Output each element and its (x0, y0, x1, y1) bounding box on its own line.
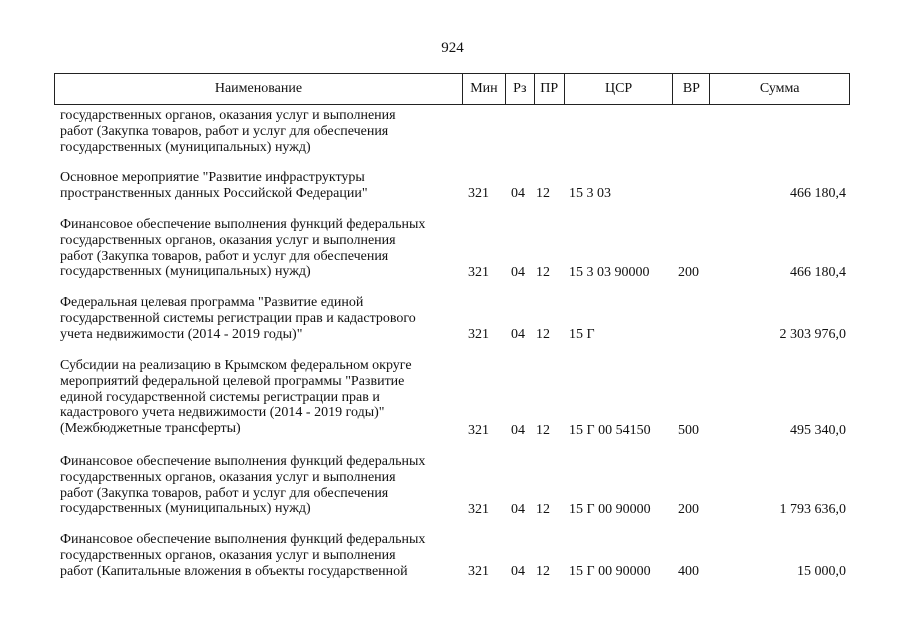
row-name (60, 358, 459, 437)
row-vr: 200 (678, 502, 699, 518)
row-csr: 15 Г 00 54150 (569, 423, 651, 439)
row-vr: 400 (678, 564, 699, 580)
header-rz: Рз (506, 74, 535, 104)
row-csr: 15 Г 00 90000 (569, 564, 651, 580)
table-row (54, 358, 850, 439)
table-row (54, 532, 850, 580)
table-row (54, 217, 850, 281)
row-name-line: государственных (муниципальных) нужд) (60, 139, 311, 155)
row-sum: 466 180,4 (790, 265, 846, 281)
row-rz: 04 (511, 265, 525, 281)
row-name-line: кадастрового учета недвижимости (2014 - 2019 годы)" (60, 405, 385, 421)
table-row (54, 295, 850, 343)
row-pr: 12 (536, 564, 550, 580)
row-name-line: Финансовое обеспечение выполнения функций федеральных (60, 454, 426, 469)
row-vr: 500 (678, 423, 699, 439)
page-number: 924 (441, 40, 464, 56)
row-name-line: Финансовое обеспечение выполнения функций федеральных (60, 217, 426, 232)
header-csr: ЦСР (565, 74, 674, 104)
row-name (60, 108, 459, 155)
row-sum: 495 340,0 (790, 423, 846, 439)
row-min: 321 (468, 423, 489, 439)
row-name (60, 532, 459, 579)
row-pr: 12 (536, 186, 550, 202)
row-rz: 04 (511, 327, 525, 343)
row-name (60, 170, 459, 202)
row-rz: 04 (511, 502, 525, 518)
row-name-line: работ (Капитальные вложения в объекты государственной (60, 563, 408, 579)
row-name-line: Основное мероприятие "Развитие инфраструктуры (60, 170, 365, 185)
row-name (60, 454, 459, 517)
row-name-line: пространственных данных Российской Федерации" (60, 185, 368, 201)
table-row (54, 108, 850, 156)
row-csr: 15 3 03 (569, 186, 611, 202)
row-pr: 12 (536, 423, 550, 439)
row-name-line: государственных органов, оказания услуг и выполнения (60, 108, 396, 123)
row-sum: 2 303 976,0 (779, 327, 846, 343)
row-min: 321 (468, 186, 489, 202)
row-name (60, 295, 459, 342)
row-name-line: Финансовое обеспечение выполнения функций федеральных (60, 532, 426, 547)
row-name (60, 217, 459, 280)
row-name-line: работ (Закупка товаров, работ и услуг для обеспечения (60, 248, 389, 264)
header-sum: Сумма (759, 81, 800, 96)
row-rz: 04 (511, 186, 525, 202)
row-name-line: учета недвижимости (2014 - 2019 годы)" (60, 326, 303, 342)
row-name-line: государственных органов, оказания услуг и выполнения (60, 232, 396, 248)
row-sum: 466 180,4 (790, 186, 846, 202)
row-csr: 15 Г 00 90000 (569, 502, 651, 518)
row-sum: 15 000,0 (797, 564, 846, 580)
row-name-line: работ (Закупка товаров, работ и услуг для обеспечения (60, 123, 389, 139)
row-name-line: государственных органов, оказания услуг и выполнения (60, 469, 396, 485)
row-name-line: мероприятий федеральной целевой программы "Развитие (60, 373, 405, 389)
row-rz: 04 (511, 564, 525, 580)
row-csr: 15 Г (569, 327, 595, 343)
row-pr: 12 (536, 327, 550, 343)
row-name-line: (Межбюджетные трансферты) (60, 421, 241, 437)
header-pr: ПР (535, 74, 565, 104)
row-name-line: работ (Закупка товаров, работ и услуг для обеспечения (60, 485, 389, 501)
row-pr: 12 (536, 265, 550, 281)
row-name-line: Федеральная целевая программа "Развитие единой (60, 295, 364, 310)
row-rz: 04 (511, 423, 525, 439)
row-sum: 1 793 636,0 (779, 502, 846, 518)
row-name-line: государственных (муниципальных) нужд) (60, 264, 311, 280)
row-pr: 12 (536, 502, 550, 518)
header-vr: ВР (673, 74, 710, 104)
header-min: Мин (463, 74, 506, 104)
table-row (54, 454, 850, 518)
row-csr: 15 3 03 90000 (569, 265, 650, 281)
table-header (54, 73, 850, 105)
row-vr: 200 (678, 265, 699, 281)
row-min: 321 (468, 327, 489, 343)
row-name-line: государственных (муниципальных) нужд) (60, 501, 311, 517)
row-name-line: государственных органов, оказания услуг и выполнения (60, 547, 396, 563)
row-name-line: единой государственной системы регистрации прав и (60, 389, 380, 405)
row-min: 321 (468, 564, 489, 580)
row-name-line: государственной системы регистрации прав и кадастрового (60, 310, 416, 326)
table-row (54, 170, 850, 202)
header-name: Наименование (55, 74, 463, 104)
row-min: 321 (468, 502, 489, 518)
row-min: 321 (468, 265, 489, 281)
row-name-line: Субсидии на реализацию в Крымском федеральном округе (60, 358, 412, 373)
